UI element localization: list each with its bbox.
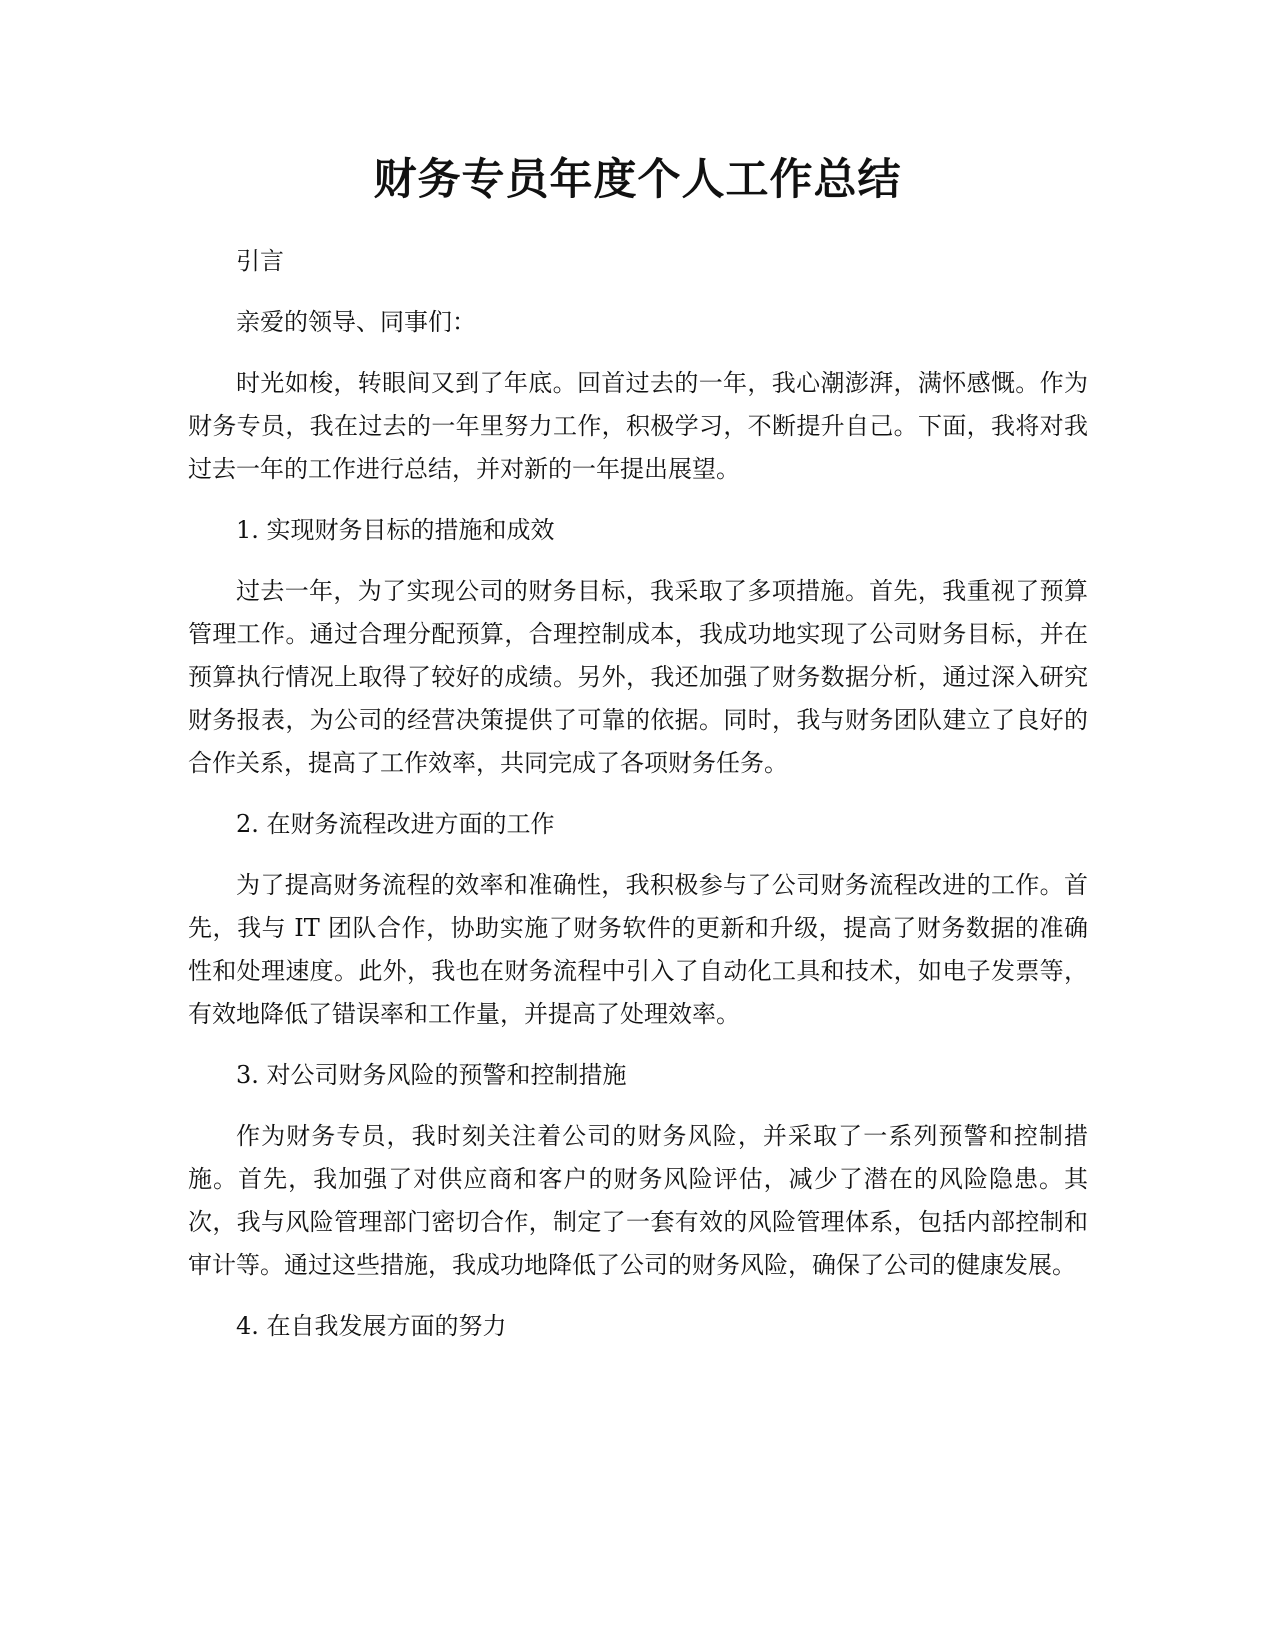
section-paragraph-1: 过去一年，为了实现公司的财务目标，我采取了多项措施。首先，我重视了预算管理工作。通过合理分配预算，合理控制成本，我成功地实现了公司财务目标，并在预算执行情况上取得了较好的成绩。另外，我还加强了财务数据分析，通过深入研究财务报表，为公司的经营决策提供了可靠的依据。同时，我与财务团队建立了良好的合作关系，提高了工作效率，共同完成了各项财务任务。 — [188, 577, 1088, 777]
section-paragraph-3: 作为财务专员，我时刻关注着公司的财务风险，并采取了一系列预警和控制措施。首先，我加强了对供应商和客户的财务风险评估，减少了潜在的风险隐患。其次，我与风险管理部门密切合作，制定了一套有效的风险管理体系，包括内部控制和审计等。通过这些措施，我成功地降低了公司的财务风险，确保了公司的健康发展。 — [188, 1122, 1088, 1279]
intro-paragraph: 时光如梭，转眼间又到了年底。回首过去的一年，我心潮澎湃，满怀感慨。作为财务专员，我在过去的一年里努力工作，积极学习，不断提升自己。下面，我将对我过去一年的工作进行总结，并对新的一年提出展望。 — [188, 369, 1088, 483]
salutation: 亲爱的领导、同事们： — [236, 308, 476, 336]
section-heading-1: 1. 实现财务目标的措施和成效 — [236, 516, 555, 544]
intro-heading: 引言 — [236, 247, 284, 275]
section-heading-3: 3. 对公司财务风险的预警和控制措施 — [236, 1061, 627, 1089]
document-body — [188, 240, 1088, 1348]
section-heading-2: 2. 在财务流程改进方面的工作 — [236, 810, 555, 838]
section-heading-4: 4. 在自我发展方面的努力 — [236, 1312, 507, 1340]
document-title: 财务专员年度个人工作总结 — [373, 155, 902, 205]
section-paragraph-2: 为了提高财务流程的效率和准确性，我积极参与了公司财务流程改进的工作。首先，我与 IT 团队合作，协助实施了财务软件的更新和升级，提高了财务数据的准确性和处理速度。此外，我也在财务流程中引入了自动化工具和技术，如电子发票等，有效地降低了错误率和工作量，并提高了处理效率。 — [188, 871, 1088, 1028]
